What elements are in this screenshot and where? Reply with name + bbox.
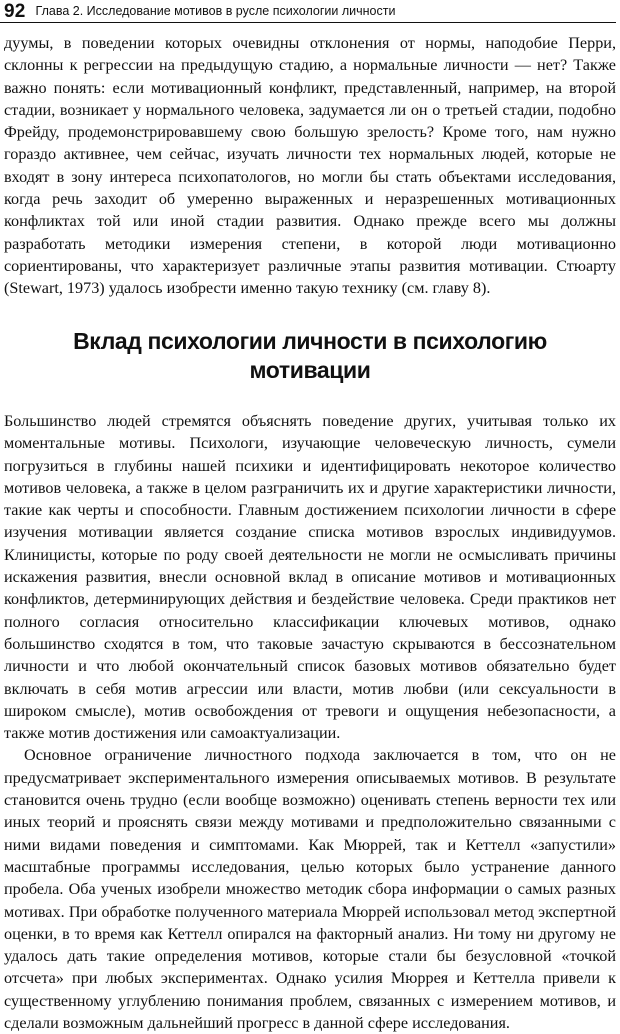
section-heading-line-1: Вклад психологии личности в психологию [73,328,547,354]
paragraph: Основное ограничение личностного подхода заключается в том, что он не предусматривает экспериментального измерения описываемых мотивов. В результате становится очень трудно (если вообще возможно) оценивать степень верности тех или иных теорий и прояснять связи между мотивами и предположительно связанными с ними видами поведения и симптомами. Как Мюррей, так и Кеттелл «запустили» масштабные программы исследования, целью которых было устранение данного пробела. Оба ученых изобрели множество методик сбора информации о самых разных мотивах. При обработке полученного материала Мюррей использовал метод экспертной оценки, в то время как Кеттелл опирался на факторный анализ. Ни тому ни другому не удалось дать такие определения мотивов, которые стали бы безусловной «точкой отсчета» при любых экспериментах. Однако усилия Мюррея и Кеттелла привели к существенному углублению понимания проблем, связанных с измерением мотивов, и сделали возможным дальнейший прогресс в данной сфере исследования. [4,746,616,1033]
page-header [0,0,616,23]
page-number: 92 [4,1,26,22]
section-heading [0,327,620,385]
section-body [4,410,616,1034]
running-title: Глава 2. Исследование мотивов в русле психологии личности [35,4,396,18]
section-heading-line-2: мотивации [249,357,371,383]
paragraph: Большинство людей стремятся объяснять поведение других, учитывая только их моментальные мотивы. Психологи, изучающие человеческую личность, сумели погрузиться в глубины нашей психики и идентифицировать некоторое количество мотивов человека, а также в целом разграничить их и другие характеристики личности, такие как черты и способности. Главным достижением психологии личности в сфере изучения мотивации является создание списка мотивов взрослых индивидуумов. Клиницисты, которые по роду своей деятельности не могли не осмысливать причины искажения развития, внесли основной вклад в описание мотивов и мотивационных конфликтов, детерминирующих действия и бездействие человека. Среди практиков нет полного согласия относительно классификации ключевых мотивов, однако большинство сходятся в том, что таковые зачастую скрываются в бессознательном личности и что любой окончательный список базовых мотивов обязательно будет включать в себя мотив агрессии или власти, мотив любви (или сексуальности в широком смысле), мотив освобождения от тревоги и ощущения небезопасности, а также мотив достижения или самоактуализации. [4,412,616,743]
body-text-continued [4,32,616,300]
paragraph: дуумы, в поведении которых очевидны отклонения от нормы, наподобие Перри, склонны к регрессии на предыдущую стадию, а нормальные личности — нет? Также важно понять: если мотивационный конфликт, представленный, например, на второй стадии, возникает у нормального человека, задумается ли он о третьей стадии, подобно Фрейду, продемонстрировавшему свою большую зрелость? Кроме того, нам нужно гораздо активнее, чем сейчас, изучать личности тех нормальных людей, которые не входят в зону интереса психопатологов, но могли бы стать объектами исследования, когда речь заходит об умеренно выраженных и неразрешенных мотивационных конфликтах той или иной стадии развития. Однако прежде всего мы должны разработать методики измерения степени, в которой люди мотивационно сориентированы, что характеризует различные этапы развития мотивации. Стюарту (Stewart, 1973) удалось изобрести именно такую технику (см. главу 8). [4,34,616,298]
